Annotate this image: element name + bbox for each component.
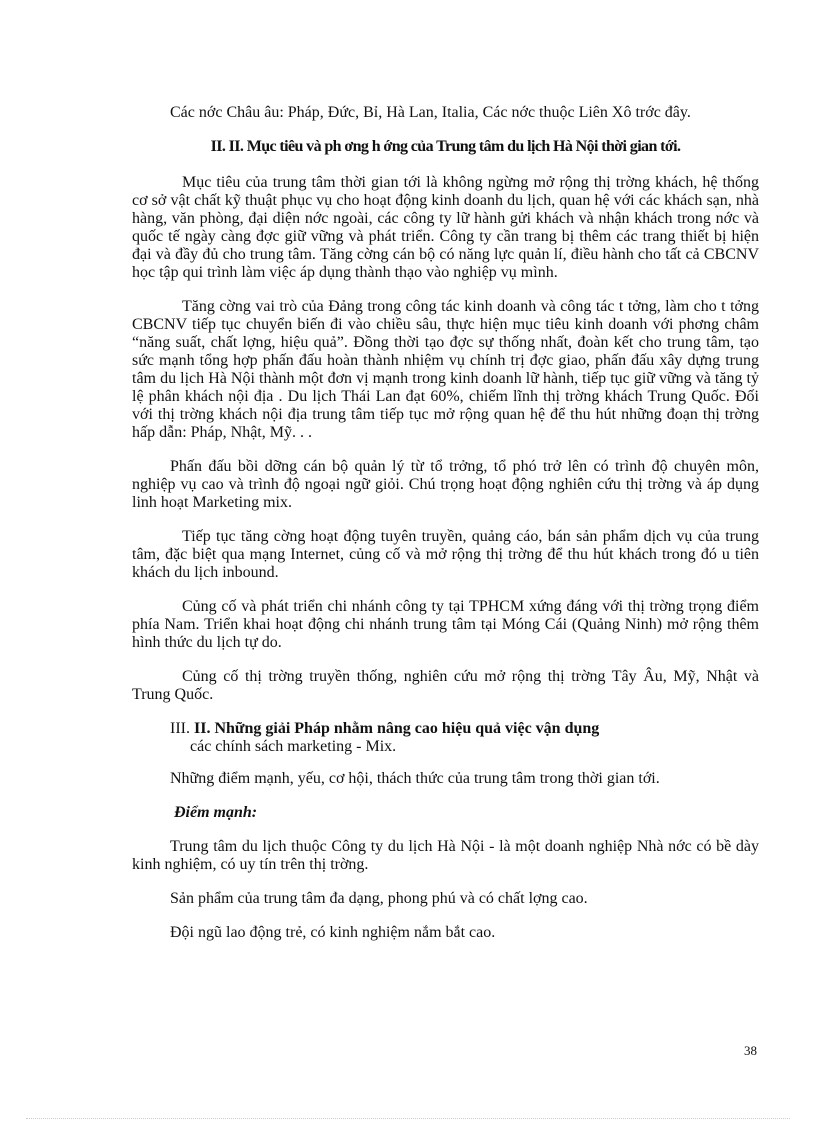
- paragraph-strength-2: Sản phẩm của trung tâm đa dạng, phong phú và có chất lợng cao.: [170, 890, 588, 907]
- paragraph-markets-europe: Các nớc Châu âu: Pháp, Đức, Bỉ, Hà Lan, Italia, Các nớc thuộc Liên Xô trớc đây.: [170, 104, 691, 121]
- section-heading-solutions: [132, 720, 759, 756]
- strengths-heading: Điểm mạnh:: [174, 804, 258, 821]
- paragraph-traditional-markets: Củng cố thị trờng truyền thống, nghiên cứu mở rộng thị trờng Tây Âu, Mỹ, Nhật và Trung Quốc.: [132, 668, 759, 703]
- paragraph-staff-training: Phấn đấu bồi dỡng cán bộ quản lý từ tổ trởng, tổ phó trở lên có trình độ chuyên môn, nghiệp vụ cao và trình độ ngoại ngữ giỏi. Chú trọng hoạt động nghiên cứu thị trờng và áp dụng linh hoạt Marketing mix.: [132, 458, 759, 511]
- page-content: [132, 104, 759, 958]
- paragraph-strength-3: Đội ngũ lao động trẻ, có kinh nghiệm nắm bắt cao.: [170, 924, 496, 941]
- page-number: 38: [744, 1043, 757, 1058]
- heading-title: II. Những giải Pháp nhằm nâng cao hiệu quả việc vận dụng: [193, 720, 600, 737]
- heading-number: III.: [170, 720, 190, 737]
- paragraph-branch: Củng cố và phát triển chi nhánh công ty tại TPHCM xứng đáng với thị trờng trọng điểm phía Nam. Triển khai hoạt động chi nhánh trung tâm tại Móng Cái (Quảng Ninh) mở rộng thêm hình thức du lịch tự do.: [132, 598, 759, 651]
- page-bottom-divider: [26, 1118, 790, 1119]
- paragraph-strength-1: Trung tâm du lịch thuộc Công ty du lịch Hà Nội - là một doanh nghiệp Nhà nớc có bề dày kinh nghiệm, có uy tín trên thị trờng.: [132, 838, 759, 873]
- paragraph-promotion: Tiếp tục tăng cờng hoạt động tuyên truyền, quảng cáo, bán sản phẩm dịch vụ của trung tâm, đặc biệt qua mạng Internet, củng cố và mở rộng thị trờng để thu hút khách trong đó u tiên khách du lịch inbound.: [132, 528, 759, 581]
- section-heading-goals: II. II. Mục tiêu và ph ơng h ớng của Trung tâm du lịch Hà Nội thời gian tới.: [210, 138, 681, 155]
- heading-subtitle: các chính sách marketing - Mix.: [190, 738, 397, 755]
- paragraph-goals: Mục tiêu của trung tâm thời gian tới là không ngừng mở rộng thị trờng khách, hệ thống cơ sở vật chất kỹ thuật phục vụ cho hoạt động kinh doanh du lịch, quan hệ với các khách sạn, nhà hàng, văn phòng, đại diện nớc ngoài, các công ty lữ hành gửi khách và nhận khách trong nớc và quốc tế ngày càng đợc giữ vững và phát triển. Công ty cần trang bị thêm các trang thiết bị hiện đại và đầy đủ cho trung tâm. Tăng cờng cán bộ có năng lực quản lí, điều hành cho tất cả CBCNV học tập qui trình làm việc áp dụng thành thạo vào nghiệp vụ mình.: [132, 174, 759, 281]
- paragraph-party-role: Tăng cờng vai trò của Đảng trong công tác kinh doanh và công tác t tởng, làm cho t tởng CBCNV tiếp tục chuyển biến đi vào chiều sâu, thực hiện mục tiêu kinh doanh với phơng châm “năng suất, chất lợng, hiệu quả”. Đồng thời tạo đợc sự thống nhất, đoàn kết cho trung tâm, tạo sức mạnh tổng hợp phấn đấu hoàn thành nhiệm vụ chính trị đợc giao, phấn đấu xây dựng trung tâm du lịch Hà Nội thành một đơn vị mạnh trong kinh doanh lữ hành, tiếp tục giữ vững và tăng tỷ lệ phân khách nội địa . Du lịch Thái Lan đạt 60%, chiếm lĩnh thị trờng khách Trung Quốc. Đối với thị trờng khách nội địa trung tâm tiếp tục mở rộng quan hệ để thu hút những đoạn thị trờng hấp dẫn: Pháp, Nhật, Mỹ. . .: [132, 298, 759, 441]
- paragraph-swot-intro: Những điểm mạnh, yếu, cơ hội, thách thức của trung tâm trong thời gian tới.: [170, 770, 660, 787]
